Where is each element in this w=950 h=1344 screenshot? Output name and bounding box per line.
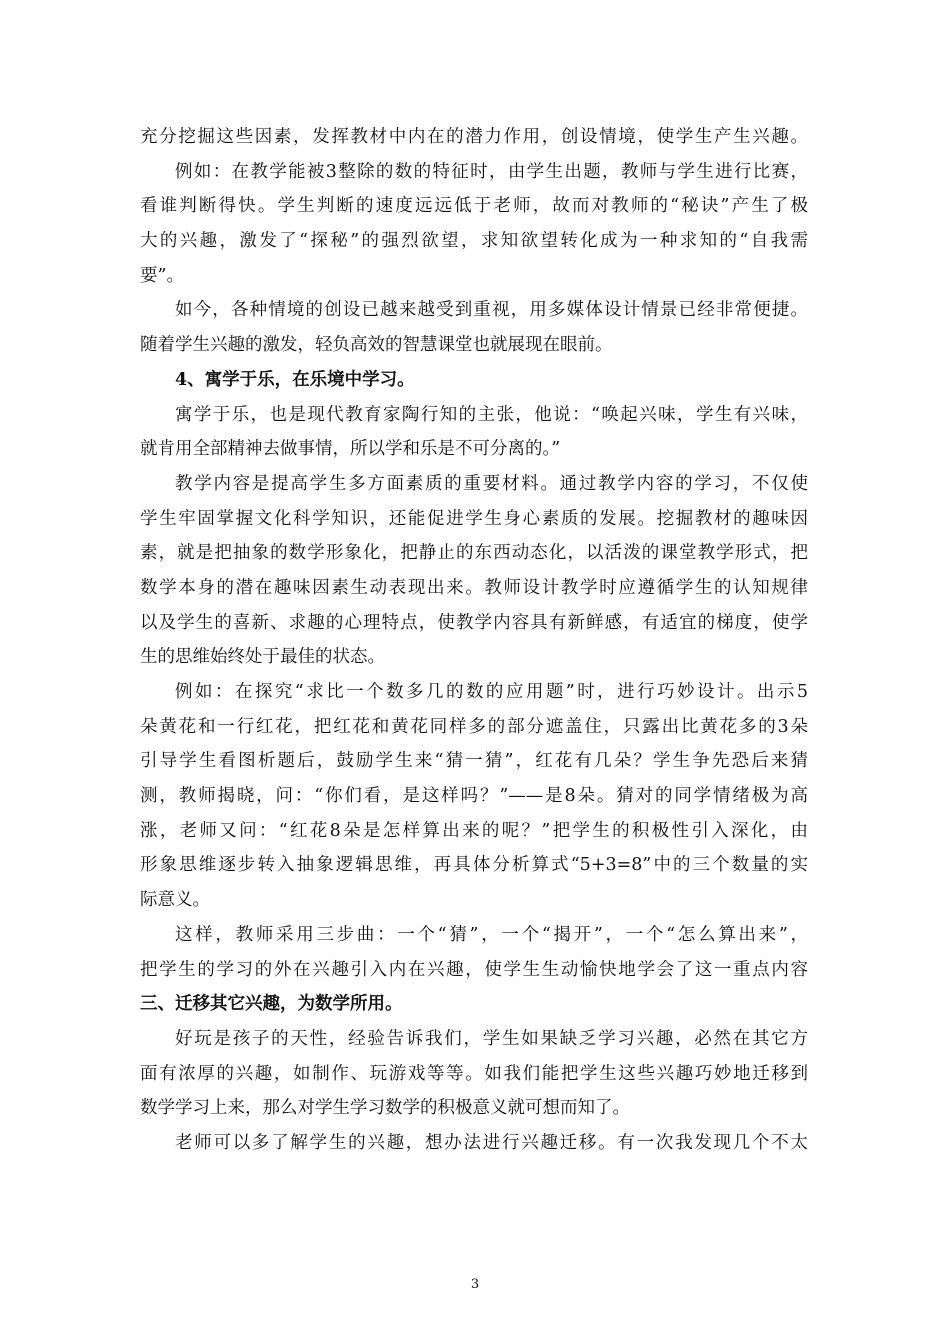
text-line: 充分挖掘这些因素，发挥教材中内在的潜力作用，创设情境，使学生产生兴趣。 <box>140 127 808 147</box>
document-body <box>140 120 808 1161</box>
page-number: 3 <box>470 1277 480 1292</box>
text-line: 朵黄花和一行红花，把红花和黄花同样多的部分遮盖住，只露出比黄花多的3朵 <box>140 716 808 737</box>
text-line: 以及学生的喜新、求趣的心理特点，使教学内容具有新鲜感，有适宜的梯度，使学 <box>140 612 808 633</box>
text-line: 素，就是把抽象的数学形象化，把静止的东西动态化，以活泼的课堂教学形式，把 <box>140 543 808 564</box>
text-line: 这样，教师采用三步曲：一个“猜”，一个“揭开”，一个“怎么算出来”， <box>175 924 808 945</box>
text-line: 看谁判断得快。学生判断的速度远远低于老师，故而对教师的“秘诀”产生了极 <box>140 196 808 217</box>
text-line: 如今，各种情境的创设已越来越受到重视，用多媒体设计情景已经非常便捷。 <box>175 300 808 321</box>
text-line: 寓学于乐，也是现代教育家陶行知的主张，他说：“唤起兴味，学生有兴味， <box>175 404 808 425</box>
text-line: 涨，老师又问：“红花8朵是怎样算出来的呢？”把学生的积极性引入深化，由 <box>140 820 808 841</box>
text-line: 面有浓厚的兴趣，如制作、玩游戏等等。如我们能把学生这些兴趣巧妙地迁移到 <box>140 1063 808 1084</box>
text-line: 好玩是孩子的天性，经验告诉我们，学生如果缺乏学习兴趣，必然在其它方 <box>175 1028 808 1049</box>
text-line: 数学本身的潜在趣味因素生动表现出来。教师设计教学时应遵循学生的认知规律 <box>140 577 808 598</box>
text-line: 老师可以多了解学生的兴趣，想办法进行兴趣迁移。有一次我发现几个不太 <box>175 1132 808 1153</box>
text-line: 学生牢固掌握文化科学知识，还能促进学生身心素质的发展。挖掘教材的趣味因 <box>140 508 808 529</box>
text-line: 数学学习上来，那么对学生学习数学的积极意义就可想而知了。 <box>140 1098 630 1119</box>
text-line: 随着学生兴趣的激发，轻负高效的智慧课堂也就展现在眼前。 <box>140 335 613 356</box>
text-line: 要”。 <box>140 265 184 286</box>
text-line: 教学内容是提高学生多方面素质的重要材料。通过教学内容的学习，不仅使 <box>175 473 808 494</box>
section-heading: 三、迁移其它兴趣，为数学所用。 <box>140 994 403 1015</box>
text-line: 引导学生看图析题后，鼓励学生来“猜一猜”，红花有几朵？学生争先恐后来猜 <box>140 751 808 772</box>
text-line: 例如：在探究“求比一个数多几的数的应用题”时，进行巧妙设计。出示5 <box>175 682 808 702</box>
text-line: 测，教师揭晓，问：“你们看，是这样吗？”——是8朵。猜对的同学情绪极为高 <box>140 786 808 807</box>
text-line: 生的思维始终处于最佳的状态。 <box>140 647 385 668</box>
section-heading: 4、寓学于乐，在乐境中学习。 <box>175 369 415 390</box>
text-line: 际意义。 <box>140 890 210 911</box>
text-line: 形象思维逐步转入抽象逻辑思维，再具体分析算式“5+3=8”中的三个数量的实 <box>140 855 808 876</box>
text-line: 大的兴趣，激发了“探秘”的强烈欲望，求知欲望转化成为一种求知的“自我需 <box>140 231 808 252</box>
text-line: 就肯用全部精神去做事情，所以学和乐是不可分离的。” <box>140 439 561 460</box>
text-line: 例如：在教学能被3整除的数的特征时，由学生出题，教师与学生进行比赛， <box>175 161 808 182</box>
text-line: 把学生的学习的外在兴趣引入内在兴趣，使学生生动愉快地学会了这一重点内容 <box>140 959 808 980</box>
